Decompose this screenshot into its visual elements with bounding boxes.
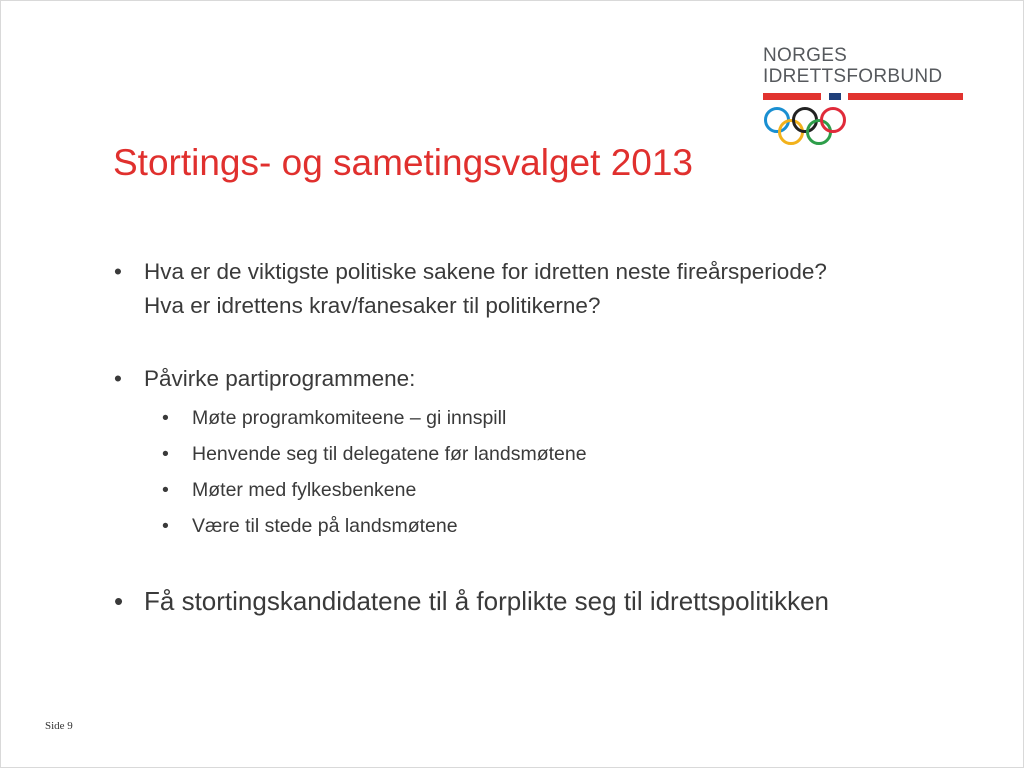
sub-bullet-list bbox=[162, 400, 834, 544]
sub-bullet-text: Henvende seg til delegatene før landsmøtene bbox=[192, 443, 587, 465]
bullet-icon: • bbox=[162, 443, 169, 465]
ring-blue bbox=[766, 109, 789, 132]
ring-green bbox=[808, 121, 831, 144]
bullet-icon: • bbox=[114, 366, 122, 391]
bullet-icon: • bbox=[114, 259, 122, 284]
sub-bullet-text: Møter med fylkesbenkene bbox=[192, 479, 417, 501]
sub-bullet-item bbox=[162, 508, 834, 544]
ring-black bbox=[794, 109, 817, 132]
logo-bar-red-right bbox=[848, 93, 963, 100]
logo-text-line-2: IDRETTSFORBUND bbox=[763, 66, 943, 87]
sub-bullet-item bbox=[162, 400, 834, 436]
page-number: Side 9 bbox=[45, 720, 73, 732]
logo-bar-red-left bbox=[763, 93, 821, 100]
bullet-icon: • bbox=[162, 407, 169, 429]
sub-bullet-item bbox=[162, 472, 834, 508]
ring-red bbox=[822, 109, 845, 132]
olympic-rings-icon bbox=[763, 105, 849, 149]
bullet-item bbox=[114, 255, 834, 323]
bullet-item bbox=[114, 362, 834, 396]
bullet-item bbox=[114, 584, 834, 619]
bullet-icon: • bbox=[162, 515, 169, 537]
logo-bar-blue bbox=[829, 93, 841, 100]
sub-bullet-text: Være til stede på landsmøtene bbox=[192, 515, 458, 537]
sub-bullet-text: Møte programkomiteene – gi innspill bbox=[192, 407, 507, 429]
logo-text-line-1: NORGES bbox=[763, 45, 848, 66]
sub-bullet-item bbox=[162, 436, 834, 472]
logo-flag-bars bbox=[763, 93, 963, 101]
norges-idrettsforbund-logo bbox=[763, 45, 968, 101]
bullet-icon: • bbox=[114, 586, 124, 616]
slide-body bbox=[114, 255, 834, 619]
bullet-text: Hva er de viktigste politiske sakene for idretten neste fireårsperiode? Hva er idrettens krav/fanesaker til politikerne? bbox=[144, 259, 827, 318]
slide-title: Stortings- og sametingsvalget 2013 bbox=[113, 142, 694, 183]
bullet-icon: • bbox=[162, 479, 169, 501]
bullet-text: Påvirke partiprogrammene: bbox=[144, 366, 416, 391]
bullet-text: Få stortingskandidatene til å forplikte seg til idrettspolitikken bbox=[144, 586, 830, 616]
ring-yellow bbox=[780, 121, 803, 144]
